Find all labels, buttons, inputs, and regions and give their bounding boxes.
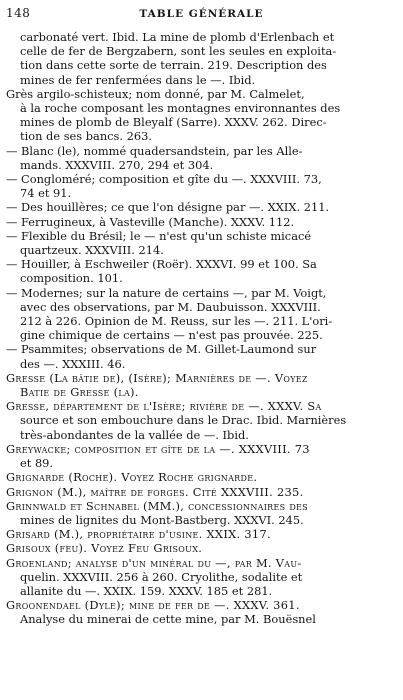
entry-line: Grignarde (Roche). Voyez Roche grignarde. [6, 470, 258, 485]
entry-line: — Blanc (le), nommé quadersandstein, par les Alle- [6, 143, 303, 158]
text-line: source et son embouchure dans le Drac. Ibid. Marnières [20, 413, 347, 428]
page-header [6, 6, 397, 26]
entry-line: — Ferrugineux, à Vasteville (Manche). XXXV. 112. [6, 214, 295, 229]
text-line: mines de lignites du Mont-Bastberg. XXXVI. 245. [20, 512, 304, 527]
text-line: à la roche composant les montagnes environnantes des [20, 101, 341, 116]
entry-line: Gresse (La bâtie de), (Isère); Marnières de —. Voyez [6, 370, 308, 385]
text-line: quelin. XXXVIII. 256 à 260. Cryolithe, sodalite et [20, 569, 303, 584]
text-line: carbonaté vert. Ibid. La mine de plomb d'Erlenbach et [20, 30, 335, 44]
text-line: tion dans cette sorte de terrain. 219. Description des [20, 58, 327, 73]
entry-line: Groonendael (Dyle); mine de fer de —. XXXV. 361. [6, 598, 300, 613]
text-line: Analyse du minerai de cette mine, par M. Bouësnel [20, 612, 316, 627]
text-line: composition. 101. [20, 271, 123, 286]
entry-line: — Houiller, à Eschweiler (Roër). XXXVI. 99 et 100. Sa [6, 257, 317, 272]
text-line: quartzeux. XXXVIII. 214. [20, 243, 164, 258]
entry-line: — Congloméré; composition et gîte du —. XXXVIII. 73, [6, 172, 322, 187]
page-number: 148 [6, 6, 31, 20]
entry-line: — Flexible du Brésil; le — n'est qu'un schiste micacé [6, 228, 312, 243]
text-line: avec des observations, par M. Daubuisson. XXXVIII. [20, 299, 321, 314]
text-line: très-abondantes de la vallée de —. Ibid. [20, 427, 249, 442]
text-line: 74 et 91. [20, 186, 72, 201]
text-line: celle de fer de Bergzabern, sont les seules en exploita- [20, 44, 337, 59]
text-line: tion de ses bancs. 263. [20, 129, 152, 144]
entry-line: Groenland; analyse d'un minéral du —, par M. Vau- [6, 555, 302, 570]
entry-line: Grignon (M.), maître de forges. Cité XXXVIII. 235. [6, 484, 304, 499]
page-title: TABLE GÉNÉRALE [139, 8, 264, 20]
entry-line: Greywacke; composition et gîte de la —. XXXVIII. 73 [6, 441, 310, 456]
text-line: et 89. [20, 456, 54, 471]
text-line: mines de fer renfermées dans le —. Ibid. [20, 72, 256, 87]
text-line: 212 à 226. Opinion de M. Reuss, sur les —. 211. L'ori- [20, 314, 333, 329]
entry-line: Gresse, département de l'Isère; rivière de —. XXXV. Sa [6, 399, 322, 414]
entry-line: Grisard (M.), propriétaire d'usine. XXIX. 317. [6, 527, 271, 542]
entry-line: — Modernes; sur la nature de certains —, par M. Voigt, [6, 285, 327, 300]
text-line: allanite du —. XXIX. 159. XXXV. 185 et 281. [20, 583, 273, 598]
entry-line: Grisoux (feu). Voyez Feu Grisoux. [6, 541, 203, 556]
entry-line: — Psammites; observations de M. Gillet-Laumond sur [6, 342, 317, 357]
entry-line: Grinnwald et Schnabel (MM.), concessionnaires des [6, 498, 308, 513]
index-entries [6, 30, 397, 627]
text-line: gine chimique de certains — n'est pas prouvée. 225. [20, 328, 323, 343]
entry-line: Grès argilo-schisteux; nom donné, par M. Calmelet, [6, 86, 305, 101]
entry-line: — Des houillères; ce que l'on désigne par —. XXIX. 211. [6, 200, 330, 215]
text-line: Batie de Gresse (la). [20, 385, 139, 400]
text-line: mines de plomb de Bleyalf (Sarre). XXXV. 262. Direc- [20, 115, 327, 130]
text-line: mands. XXXVIII. 270, 294 et 304. [20, 157, 214, 172]
text-line: des —. XXXIII. 46. [20, 356, 126, 371]
